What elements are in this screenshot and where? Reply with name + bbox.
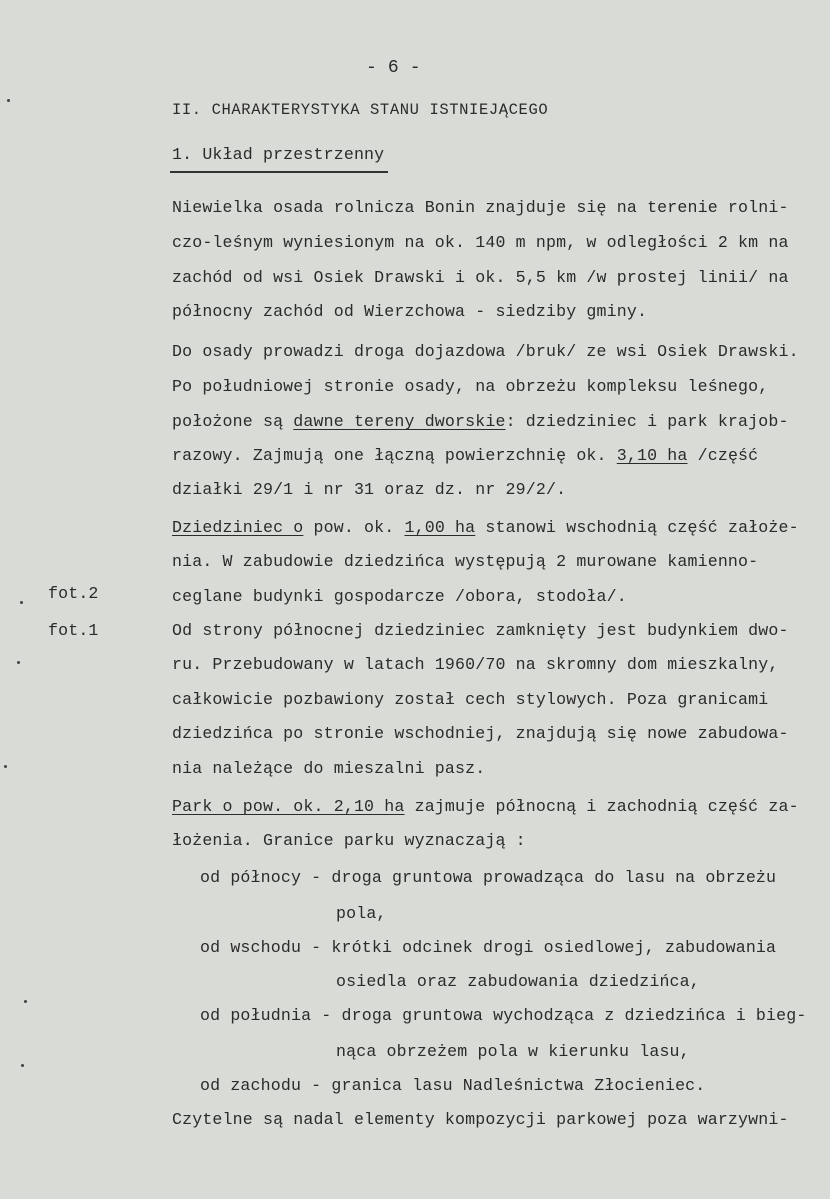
text-line: dziedzińca po stronie wschodniej, znajdują się nowe zabudowa- (172, 724, 789, 743)
subsection-underline (170, 171, 388, 173)
text-line: ceglane budynki gospodarcze /obora, stodoła/. (172, 587, 627, 606)
margin-note-photo-2: fot.2 (48, 584, 99, 603)
underlined-phrase: Park o pow. ok. 2,10 ha (172, 797, 405, 816)
text-line: Niewielka osada rolnicza Bonin znajduje się na terenie rolni- (172, 198, 789, 217)
text-line (172, 446, 758, 465)
text-segment: : dziedziniec i park krajob- (505, 412, 789, 431)
text-line: nąca obrzeżem pola w kierunku lasu, (336, 1042, 690, 1061)
text-line: Po południowej stronie osady, na obrzeżu kompleksu leśnego, (172, 377, 769, 396)
text-line: działki 29/1 i nr 31 oraz dz. nr 29/2/. (172, 480, 567, 499)
scan-speck (24, 1000, 27, 1003)
text-line: zachód od wsi Osiek Drawski i ok. 5,5 km /w prostej linii/ na (172, 268, 789, 287)
scan-speck (21, 1064, 24, 1067)
text-line: nia. W zabudowie dziedzińca występują 2 murowane kamienno- (172, 552, 759, 571)
text-line: nia należące do mieszalni pasz. (172, 759, 486, 778)
text-line: całkowicie pozbawiony został cech stylowych. Poza granicami (172, 690, 769, 709)
scan-speck (7, 99, 10, 102)
text-line: Do osady prowadzi droga dojazdowa /bruk/ ze wsi Osiek Drawski. (172, 342, 799, 361)
text-line: łożenia. Granice parku wyznaczają : (172, 831, 526, 850)
text-segment: stanowi wschodnią część założe- (475, 518, 799, 537)
text-line: od północy - droga gruntowa prowadząca do lasu na obrzeżu (200, 868, 777, 887)
underlined-phrase: 1,00 ha (404, 518, 476, 537)
text-line: od wschodu - krótki odcinek drogi osiedlowej, zabudowania (200, 938, 777, 957)
text-line: Czytelne są nadal elementy kompozycji parkowej poza warzywni- (172, 1110, 789, 1129)
scan-speck (17, 661, 20, 664)
text-line (172, 797, 799, 816)
underlined-phrase: Dziedziniec o (172, 518, 304, 537)
text-line (172, 518, 799, 537)
text-segment: razowy. Zajmują one łączną powierzchnię ok. (172, 446, 617, 465)
text-line: Od strony północnej dziedziniec zamknięty jest budynkiem dwo- (172, 621, 789, 640)
text-line: północny zachód od Wierzchowa - siedziby gminy. (172, 302, 648, 321)
text-line: od zachodu - granica lasu Nadleśnictwa Złocieniec. (200, 1076, 706, 1095)
text-line: ru. Przebudowany w latach 1960/70 na skromny dom mieszkalny, (172, 655, 779, 674)
text-line: czo-leśnym wyniesionym na ok. 140 m npm, w odległości 2 km na (172, 233, 789, 252)
text-line: od południa - droga gruntowa wychodząca z dziedzińca i bieg- (200, 1006, 807, 1025)
text-segment: pow. ok. (303, 518, 405, 537)
section-title: II. CHARAKTERYSTYKA STANU ISTNIEJĄCEGO (172, 101, 549, 119)
underlined-phrase: 3,10 ha (616, 446, 688, 465)
underlined-phrase: dawne tereny dworskie (293, 412, 506, 431)
text-segment: /część (687, 446, 759, 465)
scan-speck (4, 765, 7, 768)
margin-note-photo-1: fot.1 (48, 621, 99, 640)
scan-speck (20, 601, 23, 604)
text-line: osiedla oraz zabudowania dziedzińca, (336, 972, 700, 991)
text-line (172, 412, 789, 431)
text-segment: zajmuje północną i zachodnią część za- (404, 797, 799, 816)
text-segment: położone są (172, 412, 294, 431)
page-number: - 6 - (366, 58, 421, 78)
text-line: pola, (336, 904, 387, 923)
subsection-title: 1. Układ przestrzenny (172, 145, 385, 164)
